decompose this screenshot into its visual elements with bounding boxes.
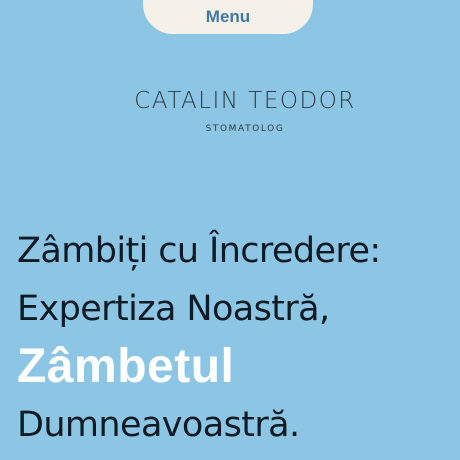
- hero-line-4: Dumneavoastră.: [17, 405, 300, 445]
- hero-line-2: Expertiza Noastră,: [17, 289, 330, 329]
- menu-button[interactable]: [143, 0, 313, 34]
- menu-button-label: Menu: [205, 7, 251, 26]
- brand-subtitle: STOMATOLOG: [205, 124, 285, 134]
- brand-logo[interactable]: [0, 88, 460, 134]
- hero-heading: [17, 222, 457, 454]
- brand-name: CATALIN TEODOR: [134, 88, 356, 114]
- hero-line-1: Zâmbiți cu Încredere:: [17, 231, 381, 271]
- hero-highlight-word: Zâmbetul: [17, 340, 235, 393]
